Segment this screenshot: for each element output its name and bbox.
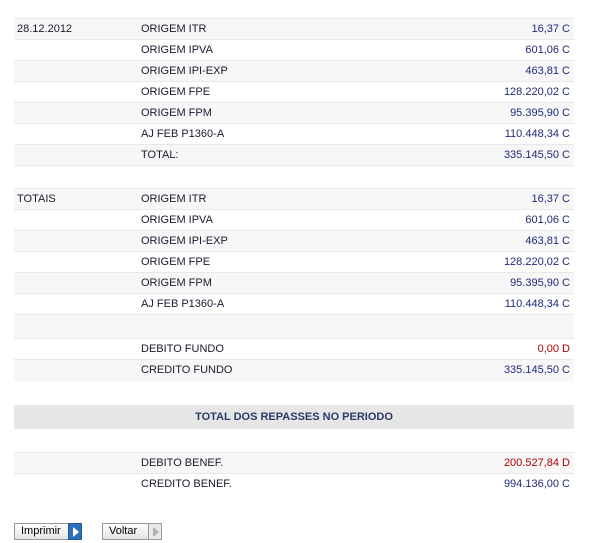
row-value: 95.395,90 C (510, 277, 570, 289)
row-label: ORIGEM FPE (141, 86, 211, 98)
table-row (14, 273, 574, 294)
table-row (14, 189, 574, 210)
row-value: 95.395,90 C (510, 107, 570, 119)
total-label: TOTAL: (141, 149, 179, 161)
row-label: AJ FEB P1360-A (141, 128, 225, 140)
row-label: ORIGEM FPE (141, 256, 211, 268)
row-value: 463,81 C (525, 235, 570, 247)
credito-fundo-label: CREDITO FUNDO (141, 364, 233, 376)
spacer-row (14, 166, 574, 189)
credito-benef-value: 994.136,00 C (503, 478, 570, 490)
row-value: 128.220,02 C (503, 86, 570, 98)
row-value: 128.220,02 C (503, 256, 570, 268)
table-row (14, 103, 574, 124)
row-value: 601,06 C (525, 214, 570, 226)
row-label: ORIGEM IPVA (141, 44, 213, 56)
table-row (14, 82, 574, 103)
table-row (14, 19, 574, 40)
credito-benef-row (14, 474, 574, 495)
table-row (14, 294, 574, 315)
total-value: 335.145,50 C (503, 149, 570, 161)
row-label: ORIGEM IPI-EXP (141, 65, 228, 77)
credito-benef-label: CREDITO BENEF. (141, 478, 232, 490)
row-label: ORIGEM IPI-EXP (141, 235, 228, 247)
debito-benef-label: DEBITO BENEF. (141, 457, 224, 469)
debito-benef-row (14, 453, 574, 474)
row-label: AJ FEB P1360-A (141, 298, 225, 310)
row-value: 110.448,34 C (504, 128, 570, 140)
debito-fundo-row (14, 339, 574, 360)
row-value: 110.448,34 C (504, 298, 570, 310)
debito-fundo-value: 0,00 D (537, 343, 570, 355)
row-label: ORIGEM ITR (141, 193, 207, 205)
credito-fundo-value: 335.145,50 C (503, 364, 570, 376)
row-label: ORIGEM FPM (141, 107, 212, 119)
total-row (14, 145, 574, 166)
spacer-row (14, 315, 574, 339)
row-label: ORIGEM IPVA (141, 214, 213, 226)
table-row (14, 252, 574, 273)
repasses-header (14, 405, 574, 429)
credito-fundo-row (14, 360, 574, 381)
totais-label: TOTAIS (17, 193, 56, 205)
row-value: 16,37 C (531, 193, 570, 205)
row-label: ORIGEM FPM (141, 277, 212, 289)
table-row (14, 124, 574, 145)
row-label: ORIGEM ITR (141, 23, 207, 35)
table-row (14, 61, 574, 82)
table-row (14, 231, 574, 252)
back-button[interactable] (102, 523, 162, 540)
play-arrow-icon (68, 523, 82, 540)
row-value: 16,37 C (531, 23, 570, 35)
print-button-label: Imprimir (21, 525, 61, 537)
debito-fundo-label: DEBITO FUNDO (141, 343, 224, 355)
play-arrow-icon (148, 523, 162, 540)
table-row (14, 210, 574, 231)
spacer-row (14, 431, 574, 453)
print-button[interactable] (14, 523, 82, 540)
table-row (14, 40, 574, 61)
table-row (14, 0, 574, 19)
row-value: 463,81 C (525, 65, 570, 77)
date-cell: 28.12.2012 (17, 23, 73, 35)
repasses-title: TOTAL DOS REPASSES NO PERIODO (195, 411, 393, 423)
back-button-label: Voltar (109, 525, 138, 537)
row-value: 601,06 C (525, 44, 570, 56)
debito-benef-value: 200.527,84 D (503, 457, 570, 469)
